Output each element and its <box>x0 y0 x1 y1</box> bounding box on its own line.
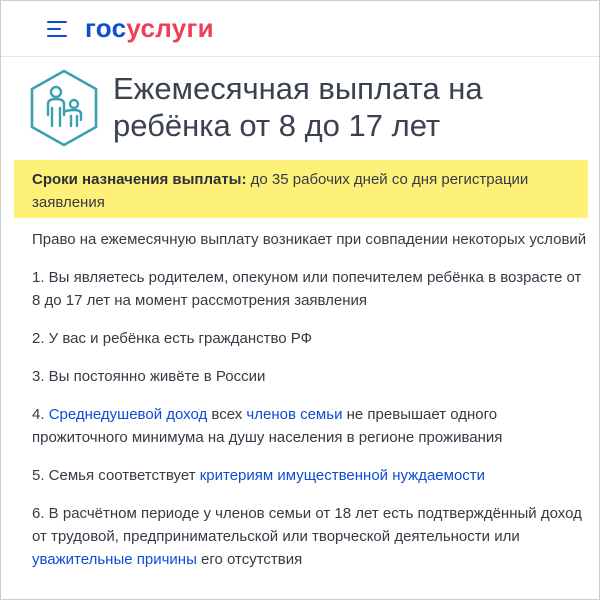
item4-mid: всех <box>207 406 247 423</box>
item6-text: 6. В расчётном периоде у членов семьи от 18 лет есть подтверждённый доход от трудовой, предпринимательской или творческой деятельности или <box>32 505 582 545</box>
title-section <box>1 58 599 158</box>
condition-item-2: 2. У вас и ребёнка есть гражданство РФ <box>32 330 313 347</box>
gosuslugi-logo[interactable] <box>85 13 214 43</box>
condition-item-3: 3. Вы постоянно живёте в России <box>32 368 266 385</box>
item5-prefix: 5. Семья соответствует <box>32 467 200 484</box>
condition-item-5 <box>32 464 588 487</box>
page-title <box>113 70 593 144</box>
family-members-link[interactable]: членов семьи <box>246 406 343 423</box>
avg-income-link[interactable]: Среднедушевой доход <box>48 406 208 423</box>
item4-prefix: 4. <box>32 406 49 423</box>
notice-text: до 35 рабочих дней со дня регистрации заявления <box>32 171 529 211</box>
item4-suffix: не превышает одного прожиточного минимума на душу населения в регионе проживания <box>32 406 503 446</box>
conditions-intro: Право на ежемесячную выплату возникает при совпадении некоторых условий <box>32 231 587 248</box>
conditions-list <box>32 228 588 586</box>
deadline-notice <box>14 160 588 218</box>
condition-item-6 <box>32 502 588 571</box>
hamburger-icon[interactable] <box>47 21 69 39</box>
logo-part-uslugi: услуги <box>126 13 214 43</box>
site-header <box>1 1 599 57</box>
notice-label: Сроки назначения выплаты: <box>32 171 247 188</box>
logo-part-gos: гос <box>85 13 127 43</box>
item6-suffix: его отсутствия <box>196 551 303 568</box>
property-criteria-link[interactable]: критериям имущественной нуждаемости <box>199 467 486 484</box>
family-hexagon-icon <box>27 68 101 148</box>
condition-item-4 <box>32 403 588 449</box>
page-title-line2: ребёнка от 8 до 17 лет <box>113 108 441 143</box>
valid-reasons-link[interactable]: уважительные причины <box>32 551 197 568</box>
page-title-line1: Ежемесячная выплата на <box>113 71 483 106</box>
condition-item-1: 1. Вы являетесь родителем, опекуном или попечителем ребёнка в возрасте от 8 до 17 лет на момент рассмотрения заявления <box>32 269 582 309</box>
